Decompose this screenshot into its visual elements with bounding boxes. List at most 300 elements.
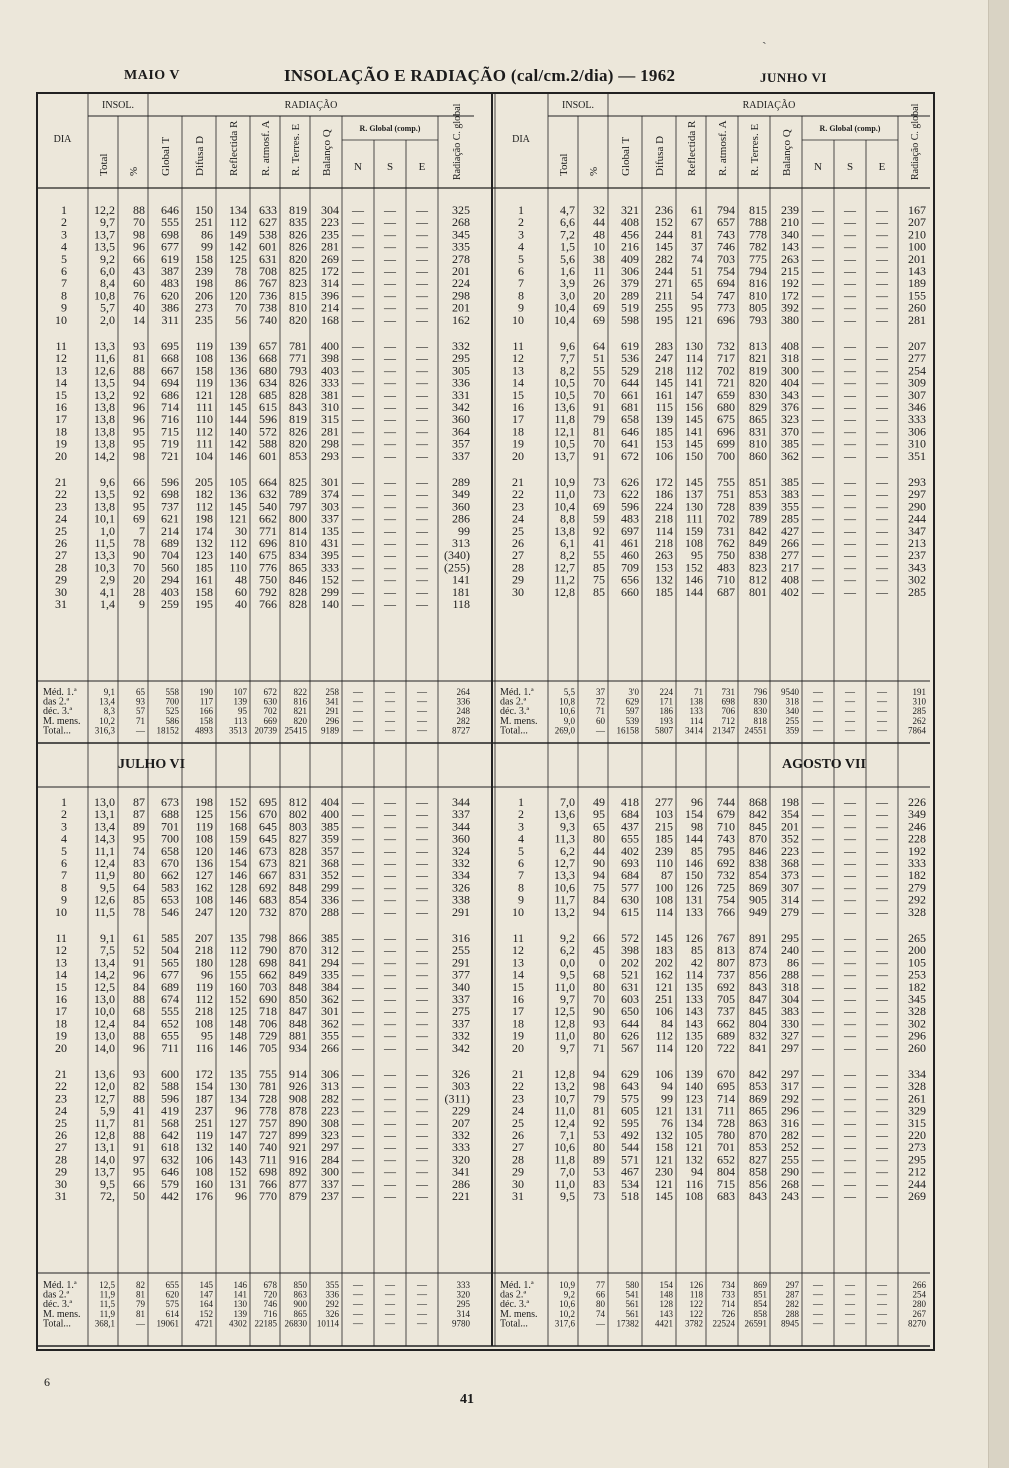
cell-value: 14,0 (94, 1152, 115, 1167)
summary-dash: — (417, 706, 427, 718)
summary-value: 558 (165, 687, 179, 697)
day-label: 29 (512, 1164, 524, 1179)
cell-dash: — (812, 312, 824, 327)
cell-dash: — (876, 312, 888, 327)
cell-dash: — (844, 795, 856, 809)
cell-value: 28 (133, 584, 145, 599)
summary-dash: — (813, 1299, 823, 1311)
summary-dash: — (813, 715, 823, 727)
cell-value: 98 (593, 1079, 605, 1094)
cell-value: 252 (781, 1140, 799, 1155)
summary-value: 669 (263, 715, 277, 726)
summary-value-global: 295 (456, 1299, 470, 1310)
cell-value: 69 (593, 300, 605, 315)
summary-dash: — (813, 725, 823, 737)
cell-dash: — (812, 375, 824, 390)
cell-value: 662 (259, 511, 277, 526)
summary-value: 865 (293, 1308, 307, 1319)
column-header-radiacao: RADIAÇÃO (742, 100, 796, 111)
day-label: 21 (512, 1067, 524, 1081)
cell-value: 588 (161, 1079, 179, 1094)
cell-value-global: (311) (444, 1091, 470, 1106)
cell-value: 140 (229, 424, 247, 439)
summary-value: 57 (136, 706, 145, 717)
cell-value: 95 (201, 1028, 213, 1043)
summary-value: 4721 (195, 1318, 213, 1329)
cell-value: 70 (593, 436, 605, 451)
cell-value: 846 (289, 572, 307, 587)
cell-value: 92 (593, 523, 605, 538)
cell-value: 376 (781, 400, 799, 414)
cell-value: 843 (749, 1189, 767, 1203)
summary-dash: — (385, 1299, 395, 1311)
summary-value: 9,1 (103, 687, 115, 697)
day-label: 17 (55, 412, 67, 427)
cell-value: 143 (685, 1004, 703, 1019)
cell-value: 223 (321, 1103, 339, 1118)
cell-value: 737 (161, 499, 179, 514)
cell-dash: — (844, 880, 856, 895)
cell-dash: — (352, 1067, 364, 1081)
summary-value: 580 (625, 1280, 639, 1290)
cell-value: 395 (321, 548, 339, 563)
cell-value: 843 (289, 400, 307, 414)
cell-value: 88 (133, 1128, 145, 1142)
day-label: 20 (512, 448, 524, 463)
summary-value: 830 (753, 696, 767, 707)
cell-value: 714 (161, 400, 179, 414)
cell-dash: — (876, 424, 888, 439)
cell-value: 281 (321, 424, 339, 439)
summary-value: 292 (325, 1299, 339, 1310)
cell-dash: — (352, 931, 364, 945)
cell-value: 230 (655, 1164, 673, 1179)
cell-value: 620 (161, 288, 179, 303)
cell-value: 156 (685, 400, 703, 414)
cell-value: 386 (161, 300, 179, 315)
cell-value-global: 254 (908, 363, 926, 378)
cell-value: 381 (321, 387, 339, 402)
cell-dash: — (844, 288, 856, 303)
cell-value: 10,5 (554, 436, 575, 451)
summary-value-global: 280 (912, 1299, 926, 1310)
cell-value-global: 328 (908, 1079, 926, 1094)
cell-value: 112 (195, 424, 213, 439)
cell-value-global: 289 (452, 475, 470, 489)
cell-dash: — (876, 1016, 888, 1031)
cell-dash: — (844, 424, 856, 439)
cell-value: 168 (321, 312, 339, 327)
summary-value: 77 (596, 1280, 605, 1290)
cell-value: 711 (717, 1103, 735, 1118)
summary-dash: — (353, 715, 363, 727)
cell-value: 11,0 (554, 979, 575, 994)
cell-value: 237 (195, 1103, 213, 1118)
column-header-global-comp: R. Global (comp.) (819, 124, 881, 133)
cell-value: 6,2 (560, 943, 575, 958)
day-label: 11 (55, 339, 67, 353)
cell-value: 130 (685, 339, 703, 353)
cell-dash: — (384, 475, 396, 489)
cell-value-global: 345 (908, 992, 926, 1006)
cell-value-global: 360 (452, 499, 470, 514)
cell-dash: — (416, 215, 428, 230)
cell-value: 121 (655, 1103, 673, 1118)
cell-value: 96 (133, 239, 145, 254)
cell-value: 8,2 (560, 363, 575, 378)
cell-value-global: 337 (452, 1016, 470, 1031)
cell-dash: — (876, 1189, 888, 1203)
summary-value: 851 (753, 1289, 767, 1300)
cell-dash: — (384, 1067, 396, 1081)
cell-value-global: 201 (452, 264, 470, 278)
cell-value: 145 (655, 931, 673, 945)
cell-value: 1,4 (100, 597, 115, 611)
cell-value: 751 (717, 487, 735, 502)
cell-value: 767 (717, 931, 735, 945)
cell-value-global: 255 (452, 943, 470, 958)
cell-value: 698 (161, 487, 179, 502)
cell-value-global: 347 (908, 523, 926, 538)
cell-value: 793 (749, 312, 767, 327)
cell-value: 841 (289, 955, 307, 970)
cell-dash: — (844, 943, 856, 958)
cell-value: 778 (749, 227, 767, 242)
cell-value: 128 (229, 387, 247, 402)
cell-value: 110 (655, 856, 673, 870)
cell-dash: — (844, 1152, 856, 1167)
cell-dash: — (812, 436, 824, 451)
cell-value: 848 (289, 1016, 307, 1031)
column-header-4: Reflectida R (686, 120, 698, 176)
column-header-1: % (128, 166, 140, 176)
cell-value: 80 (133, 868, 145, 883)
cell-value: 835 (289, 215, 307, 230)
cell-dash: — (812, 1164, 824, 1179)
cell-value: 135 (685, 979, 703, 994)
summary-value: 818 (753, 715, 767, 726)
cell-value-global: 246 (908, 819, 926, 834)
cell-value: 650 (621, 1004, 639, 1019)
cell-value: 892 (289, 1164, 307, 1179)
cell-value: 701 (161, 819, 179, 834)
cell-dash: — (812, 548, 824, 563)
cell-value: 284 (321, 1152, 339, 1167)
cell-value: 810 (289, 300, 307, 315)
day-label: 29 (512, 572, 524, 587)
summary-value: 561 (625, 1308, 639, 1319)
cell-value: 120 (685, 1040, 703, 1055)
cell-value: 878 (289, 1103, 307, 1118)
cell-dash: — (416, 487, 428, 502)
cell-value: 755 (717, 475, 735, 489)
summary-value: 820 (293, 715, 307, 726)
cell-value: 601 (259, 448, 277, 463)
summary-value: 326 (325, 1308, 339, 1319)
cell-value: 223 (321, 215, 339, 230)
cell-value: 84 (661, 1016, 673, 1031)
day-label: 8 (61, 880, 67, 895)
day-label: 25 (512, 1115, 524, 1130)
cell-dash: — (812, 1067, 824, 1081)
summary-value: — (596, 725, 605, 736)
cell-value: 881 (289, 1028, 307, 1043)
cell-value: 10 (593, 239, 605, 254)
day-label: 6 (518, 856, 524, 870)
cell-value: 161 (655, 387, 673, 402)
cell-value: 183 (655, 943, 673, 958)
cell-value: 688 (161, 807, 179, 822)
cell-value: 68 (133, 1004, 145, 1019)
cell-value: 714 (717, 1091, 735, 1106)
cell-value: 6,6 (560, 215, 575, 230)
summary-value: 107 (233, 687, 247, 697)
cell-value: 827 (289, 831, 307, 846)
summary-dash: — (385, 687, 395, 698)
cell-value: 914 (289, 1067, 307, 1081)
cell-dash: — (812, 979, 824, 994)
cell-value: 949 (749, 904, 767, 919)
day-label: 18 (512, 1016, 524, 1031)
cell-value: 838 (749, 548, 767, 563)
cell-value: 11,6 (94, 351, 115, 366)
day-label: 1 (61, 203, 67, 217)
cell-dash: — (416, 807, 428, 822)
cell-dash: — (352, 375, 364, 390)
summary-dash: — (845, 725, 855, 737)
cell-value: 80 (593, 1140, 605, 1155)
column-header-radiacao: RADIAÇÃO (284, 100, 338, 111)
cell-value: 123 (195, 548, 213, 563)
cell-value: 156 (229, 807, 247, 822)
cell-value: 9,6 (560, 339, 575, 353)
cell-value-global: 297 (908, 487, 926, 502)
cell-value: 810 (749, 288, 767, 303)
cell-value: 7,1 (560, 1128, 575, 1142)
cell-value: 615 (259, 400, 277, 414)
column-header-0: Total (558, 153, 570, 176)
cell-value: 100 (655, 880, 673, 895)
cell-value: 667 (161, 363, 179, 378)
cell-value: 828 (289, 597, 307, 611)
cell-dash: — (812, 967, 824, 982)
cell-value: 152 (229, 795, 247, 809)
cell-dash: — (876, 1152, 888, 1167)
cell-dash: — (876, 351, 888, 366)
cell-value: 689 (161, 536, 179, 550)
cell-value-global: 345 (452, 227, 470, 242)
cell-dash: — (876, 487, 888, 502)
summary-value: 37 (596, 687, 605, 697)
cell-value: 355 (321, 1028, 339, 1043)
cell-value: 13,7 (554, 448, 575, 463)
cell-value: 731 (717, 523, 735, 538)
cell-dash: — (416, 795, 428, 809)
summary-value: 74 (596, 1308, 605, 1319)
cell-value: 83 (133, 856, 145, 870)
summary-value: 816 (293, 696, 307, 707)
cell-value-global: 295 (908, 1152, 926, 1167)
cell-value: 400 (321, 339, 339, 353)
day-label: 20 (512, 1040, 524, 1055)
cell-value: 658 (621, 412, 639, 427)
summary-dash: — (877, 687, 887, 698)
cell-value: 689 (717, 1028, 735, 1043)
cell-value: 85 (593, 584, 605, 599)
cell-value: 692 (259, 880, 277, 895)
page-number: 41 (460, 1392, 474, 1407)
cell-value-global: 302 (908, 1016, 926, 1031)
summary-dash: — (417, 1318, 427, 1330)
cell-value: 80 (593, 979, 605, 994)
cell-value: 123 (685, 1091, 703, 1106)
day-label: 30 (55, 1176, 67, 1191)
cell-dash: — (384, 363, 396, 378)
cell-value-global: 99 (458, 523, 470, 538)
cell-value: 155 (229, 967, 247, 982)
cell-value: 106 (195, 1152, 213, 1167)
cell-dash: — (844, 1176, 856, 1191)
cell-value-global: 307 (908, 387, 926, 402)
summary-value: 26830 (284, 1318, 307, 1329)
cell-value: 11,7 (94, 1115, 115, 1130)
day-label: 9 (61, 892, 67, 907)
month-title-agosto: AGOSTO VII (782, 757, 866, 772)
cell-dash: — (876, 892, 888, 907)
cell-value: 672 (621, 448, 639, 463)
summary-value: 796 (753, 687, 767, 697)
cell-dash: — (384, 312, 396, 327)
cell-value: 247 (195, 904, 213, 919)
cell-value: 218 (195, 1004, 213, 1019)
cell-value: 352 (321, 868, 339, 883)
cell-value: 766 (717, 904, 735, 919)
cell-value: 821 (289, 856, 307, 870)
cell-value: 621 (161, 511, 179, 526)
summary-dash: — (385, 1280, 395, 1291)
cell-value: 60 (235, 584, 247, 599)
summary-dash: — (385, 715, 395, 727)
day-label: 24 (512, 511, 524, 526)
cell-dash: — (876, 1164, 888, 1179)
summary-value: 19061 (156, 1318, 179, 1329)
cell-dash: — (876, 288, 888, 303)
cell-value: 145 (229, 400, 247, 414)
cell-value: 185 (655, 424, 673, 439)
cell-dash: — (844, 1189, 856, 1203)
cell-value: 60 (133, 276, 145, 291)
cell-value: 695 (259, 795, 277, 809)
cell-value: 747 (717, 288, 735, 303)
cell-value: 85 (691, 843, 703, 858)
cell-value: 825 (289, 264, 307, 278)
cell-value: 529 (621, 363, 639, 378)
cell-value: 88 (133, 1028, 145, 1043)
cell-value: 392 (781, 300, 799, 315)
summary-value: 575 (165, 1299, 179, 1310)
day-label: 28 (512, 1152, 524, 1167)
cell-dash: — (812, 904, 824, 919)
cell-value: 408 (781, 339, 799, 353)
cell-dash: — (416, 251, 428, 266)
cell-dash: — (384, 892, 396, 907)
cell-dash: — (384, 955, 396, 970)
cell-value: 789 (749, 511, 767, 526)
summary-value: 66 (596, 1289, 605, 1300)
cell-value: 143 (685, 1016, 703, 1031)
summary-value: 12,5 (99, 1280, 115, 1290)
summary-value: 113 (233, 715, 247, 726)
cell-value: 600 (161, 1067, 179, 1081)
cell-dash: — (812, 1189, 824, 1203)
cell-value: 120 (229, 288, 247, 303)
cell-value: 680 (717, 400, 735, 414)
cell-value: 0,0 (560, 955, 575, 970)
cell-value: 805 (749, 300, 767, 315)
cell-value-global: 192 (908, 843, 926, 858)
summary-value: 10,6 (559, 1299, 575, 1310)
cell-dash: — (844, 955, 856, 970)
cell-value: 53 (593, 1164, 605, 1179)
cell-value: 310 (321, 400, 339, 414)
cell-value: 555 (161, 215, 179, 230)
cell-dash: — (876, 339, 888, 353)
cell-dash: — (416, 448, 428, 463)
cell-value-global: 275 (452, 1004, 470, 1019)
cell-value: 379 (621, 276, 639, 291)
cell-value: 7,2 (560, 227, 575, 242)
summary-dash: — (845, 696, 855, 708)
cell-value: 318 (781, 979, 799, 994)
cell-value: 380 (781, 312, 799, 327)
cell-dash: — (812, 288, 824, 303)
cell-value: 12,7 (554, 856, 575, 870)
cell-value: 133 (685, 904, 703, 919)
summary-value: 17382 (616, 1318, 639, 1329)
cell-dash: — (812, 868, 824, 883)
cell-dash: — (352, 807, 364, 822)
cell-dash: — (876, 1067, 888, 1081)
cell-dash: — (812, 1079, 824, 1094)
cell-value: 534 (621, 1176, 639, 1191)
cell-value: 398 (321, 351, 339, 366)
cell-value-global: 332 (452, 1128, 470, 1142)
cell-value: 120 (229, 904, 247, 919)
cell-value: 10,6 (554, 1140, 575, 1155)
cell-value: 66 (133, 475, 145, 489)
cell-value: 595 (621, 1115, 639, 1130)
cell-dash: — (812, 795, 824, 809)
cell-value: 139 (229, 339, 247, 353)
cell-value: 664 (259, 475, 277, 489)
cell-dash: — (384, 831, 396, 846)
cell-value: 842 (749, 523, 767, 538)
cell-dash: — (812, 276, 824, 291)
cell-value: 235 (321, 227, 339, 242)
summary-dash: — (353, 1299, 363, 1311)
cell-value: 819 (749, 363, 767, 378)
cell-value: 296 (781, 1103, 799, 1118)
cell-value: 627 (259, 215, 277, 230)
cell-value: 69 (133, 511, 145, 526)
cell-value: 207 (195, 931, 213, 945)
cell-value-global: 315 (908, 1115, 926, 1130)
cell-value: 98 (133, 448, 145, 463)
summary-value-global: 9780 (452, 1318, 470, 1329)
summary-value: 255 (785, 715, 799, 726)
cell-value: 850 (289, 992, 307, 1006)
cell-value: 239 (781, 203, 799, 217)
